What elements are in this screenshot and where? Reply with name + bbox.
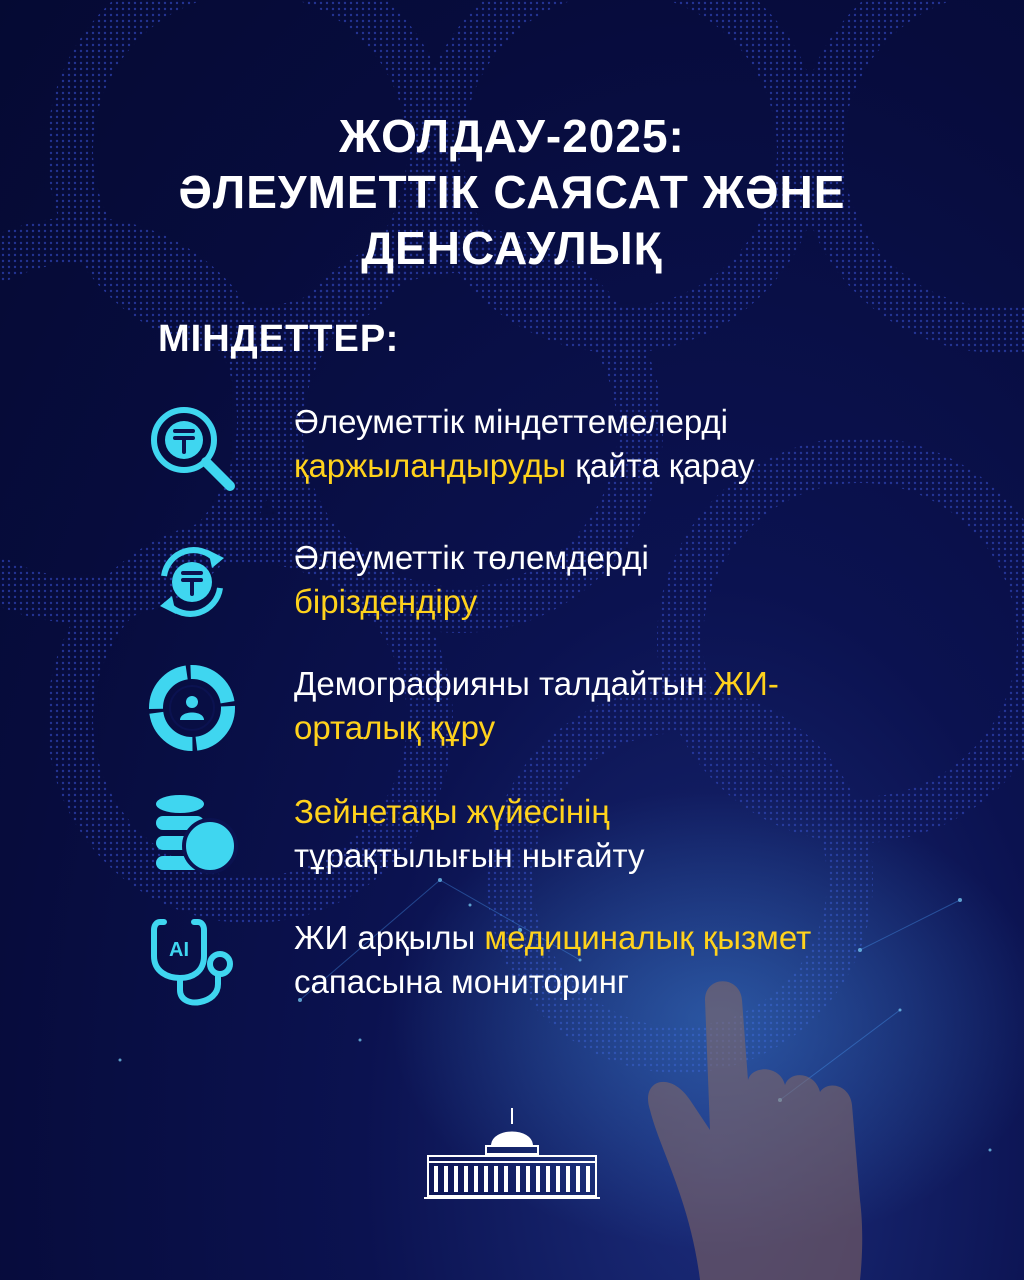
title-line-3: ДЕНСАУЛЫҚ bbox=[361, 222, 663, 274]
text-segment: Әлеуметтік төлемдерді bbox=[294, 539, 649, 576]
text-segment: сапасына мониторинг bbox=[294, 963, 629, 1000]
task-item bbox=[0, 662, 1024, 772]
svg-text:AI: AI bbox=[169, 939, 189, 961]
task-line-1 bbox=[294, 662, 994, 706]
highlight-segment: орталық құру bbox=[294, 709, 496, 746]
task-line-2 bbox=[294, 960, 994, 1004]
text-segment: Әлеуметтік міндеттемелерді bbox=[294, 403, 729, 440]
ai-stethoscope-icon bbox=[146, 916, 238, 1008]
task-line-1 bbox=[294, 790, 994, 834]
title-line-1: ЖОЛДАУ-2025: bbox=[339, 110, 685, 162]
task-text bbox=[294, 662, 994, 750]
highlight-segment: Зейнетақы жүйесінің bbox=[294, 793, 610, 830]
demographics-pie-icon bbox=[146, 662, 238, 754]
text-segment: ЖИ арқылы bbox=[294, 919, 485, 956]
page-title bbox=[0, 108, 1024, 276]
text-segment: Демографияны талдайтын bbox=[294, 665, 714, 702]
task-item bbox=[0, 536, 1024, 646]
task-text bbox=[294, 790, 994, 878]
tenge-refresh-icon bbox=[146, 536, 238, 628]
task-line-2 bbox=[294, 706, 994, 750]
task-text bbox=[294, 916, 994, 1004]
task-line-2 bbox=[294, 444, 994, 488]
highlight-segment: біріздендіру bbox=[294, 583, 478, 620]
section-label: МІНДЕТТЕР: bbox=[158, 318, 400, 360]
task-text bbox=[294, 400, 994, 488]
task-item bbox=[0, 790, 1024, 900]
task-line-2 bbox=[294, 580, 994, 624]
tenge-search-icon bbox=[146, 400, 238, 492]
task-line-1 bbox=[294, 400, 994, 444]
highlight-segment: ЖИ- bbox=[713, 665, 779, 702]
task-item bbox=[0, 400, 1024, 510]
task-text bbox=[294, 536, 994, 624]
task-line-1 bbox=[294, 916, 994, 960]
highlight-segment: медициналық қызмет bbox=[484, 919, 812, 956]
task-line-2 bbox=[294, 834, 994, 878]
title-line-2: ӘЛЕУМЕТТІК САЯСАТ ЖӘНЕ bbox=[178, 166, 846, 218]
highlight-segment: қаржыландыруды bbox=[294, 447, 567, 484]
task-item bbox=[0, 916, 1024, 1026]
text-segment: қайта қарау bbox=[566, 447, 755, 484]
task-line-1 bbox=[294, 536, 994, 580]
text-segment: тұрақтылығын нығайту bbox=[294, 837, 645, 874]
akorda-building-logo bbox=[424, 1106, 600, 1204]
coin-stack-icon bbox=[146, 790, 238, 882]
